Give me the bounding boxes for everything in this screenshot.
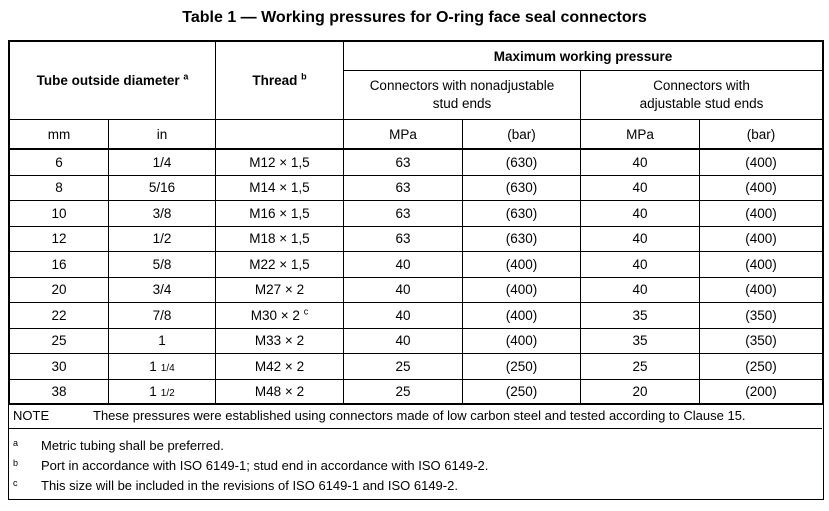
header-mpa-1: MPa	[344, 120, 463, 150]
cell-mpa-nonadjustable: 63	[344, 149, 463, 175]
cell-mpa-adjustable: 40	[581, 149, 700, 175]
cell-bar-adjustable: (400)	[700, 201, 823, 227]
cell-mm: 8	[10, 175, 109, 201]
cell-bar-adjustable: (400)	[700, 175, 823, 201]
header-nonadjustable: Connectors with nonadjustable stud ends	[344, 71, 581, 120]
cell-mpa-nonadjustable: 63	[344, 175, 463, 201]
cell-thread: M48 × 2	[216, 379, 344, 405]
header-in: in	[109, 120, 216, 150]
cell-in: 5/16	[109, 175, 216, 201]
table-row	[10, 354, 823, 380]
cell-in: 5/8	[109, 252, 216, 278]
cell-bar-nonadjustable: (630)	[463, 201, 581, 227]
cell-mpa-nonadjustable: 63	[344, 226, 463, 252]
header-mm: mm	[10, 120, 109, 150]
cell-mm: 6	[10, 149, 109, 175]
cell-bar-adjustable: (250)	[700, 354, 823, 380]
table-row	[10, 175, 823, 201]
cell-mpa-nonadjustable: 63	[344, 201, 463, 227]
cell-bar-adjustable: (400)	[700, 252, 823, 278]
cell-bar-nonadjustable: (400)	[463, 277, 581, 303]
header-bar-2: (bar)	[700, 120, 823, 150]
table-row	[10, 277, 823, 303]
cell-mpa-adjustable: 20	[581, 379, 700, 405]
cell-mpa-adjustable: 35	[581, 303, 700, 329]
cell-bar-nonadjustable: (250)	[463, 379, 581, 405]
cell-mm: 10	[10, 201, 109, 227]
cell-mpa-nonadjustable: 40	[344, 252, 463, 278]
cell-mpa-adjustable: 35	[581, 328, 700, 354]
cell-mpa-nonadjustable: 40	[344, 303, 463, 329]
header-tube-od: Tube outside diameter $^a$	[10, 42, 216, 120]
cell-in: 1/4	[109, 149, 216, 175]
cell-in: 7/8	[109, 303, 216, 329]
cell-bar-nonadjustable: (400)	[463, 252, 581, 278]
cell-bar-nonadjustable: (400)	[463, 328, 581, 354]
note	[9, 403, 822, 429]
cell-mpa-adjustable: 25	[581, 354, 700, 380]
header-mpa-2: MPa	[581, 120, 700, 150]
cell-mm: 12	[10, 226, 109, 252]
cell-thread: M22 × 1,5	[216, 252, 344, 278]
cell-mm: 22	[10, 303, 109, 329]
cell-bar-adjustable: (400)	[700, 226, 823, 252]
cell-mpa-nonadjustable: 25	[344, 379, 463, 405]
cell-in: 3/4	[109, 277, 216, 303]
cell-bar-adjustable: (200)	[700, 379, 823, 405]
cell-bar-adjustable: (350)	[700, 328, 823, 354]
cell-bar-adjustable: (400)	[700, 149, 823, 175]
cell-in: 1/2	[109, 226, 216, 252]
header-thread-blank	[216, 120, 344, 150]
cell-thread: M18 × 1,5	[216, 226, 344, 252]
header-bar-1: (bar)	[463, 120, 581, 150]
cell-thread: M33 × 2	[216, 328, 344, 354]
cell-mpa-nonadjustable: 40	[344, 328, 463, 354]
note-text: These pressures were established using connectors made of low carbon steel and tested according to Clause 15.	[93, 408, 746, 423]
table-row	[10, 252, 823, 278]
cell-mpa-adjustable: 40	[581, 201, 700, 227]
cell-thread: M16 × 1,5	[216, 201, 344, 227]
table-row	[10, 303, 823, 329]
cell-thread: M27 × 2	[216, 277, 344, 303]
cell-bar-nonadjustable: (250)	[463, 354, 581, 380]
cell-mpa-nonadjustable: 40	[344, 277, 463, 303]
cell-mm: 16	[10, 252, 109, 278]
cell-bar-nonadjustable: (400)	[463, 303, 581, 329]
cell-mpa-adjustable: 40	[581, 277, 700, 303]
table-row	[10, 226, 823, 252]
header-thread: Thread $^b$	[216, 42, 344, 120]
cell-thread: M14 × 1,5	[216, 175, 344, 201]
header-max-pressure: Maximum working pressure	[344, 42, 823, 71]
cell-thread: M30 × 2 $^c$	[216, 303, 344, 329]
table-row	[10, 201, 823, 227]
cell-in: 1	[109, 328, 216, 354]
cell-mm: 30	[10, 354, 109, 380]
cell-bar-adjustable: (350)	[700, 303, 823, 329]
cell-thread: M42 × 2	[216, 354, 344, 380]
cell-mm: 25	[10, 328, 109, 354]
table-row	[10, 149, 823, 175]
cell-in: 1 1/2	[109, 379, 216, 405]
header-adjustable: Connectors with adjustable stud ends	[581, 71, 823, 120]
cell-thread: M12 × 1,5	[216, 149, 344, 175]
table-row	[10, 328, 823, 354]
cell-bar-nonadjustable: (630)	[463, 226, 581, 252]
cell-mpa-adjustable: 40	[581, 175, 700, 201]
table-title: Table 1 — Working pressures for O-ring face seal connectors	[182, 9, 647, 26]
cell-mm: 38	[10, 379, 109, 405]
cell-bar-nonadjustable: (630)	[463, 175, 581, 201]
pressure-table	[9, 41, 823, 405]
cell-in: 3/8	[109, 201, 216, 227]
cell-mpa-nonadjustable: 25	[344, 354, 463, 380]
cell-mm: 20	[10, 277, 109, 303]
cell-bar-adjustable: (400)	[700, 277, 823, 303]
note-label: NOTE	[13, 408, 50, 423]
table-row	[10, 379, 823, 405]
cell-mpa-adjustable: 40	[581, 252, 700, 278]
cell-bar-nonadjustable: (630)	[463, 149, 581, 175]
cell-mpa-adjustable: 40	[581, 226, 700, 252]
cell-in: 1 1/4	[109, 354, 216, 380]
